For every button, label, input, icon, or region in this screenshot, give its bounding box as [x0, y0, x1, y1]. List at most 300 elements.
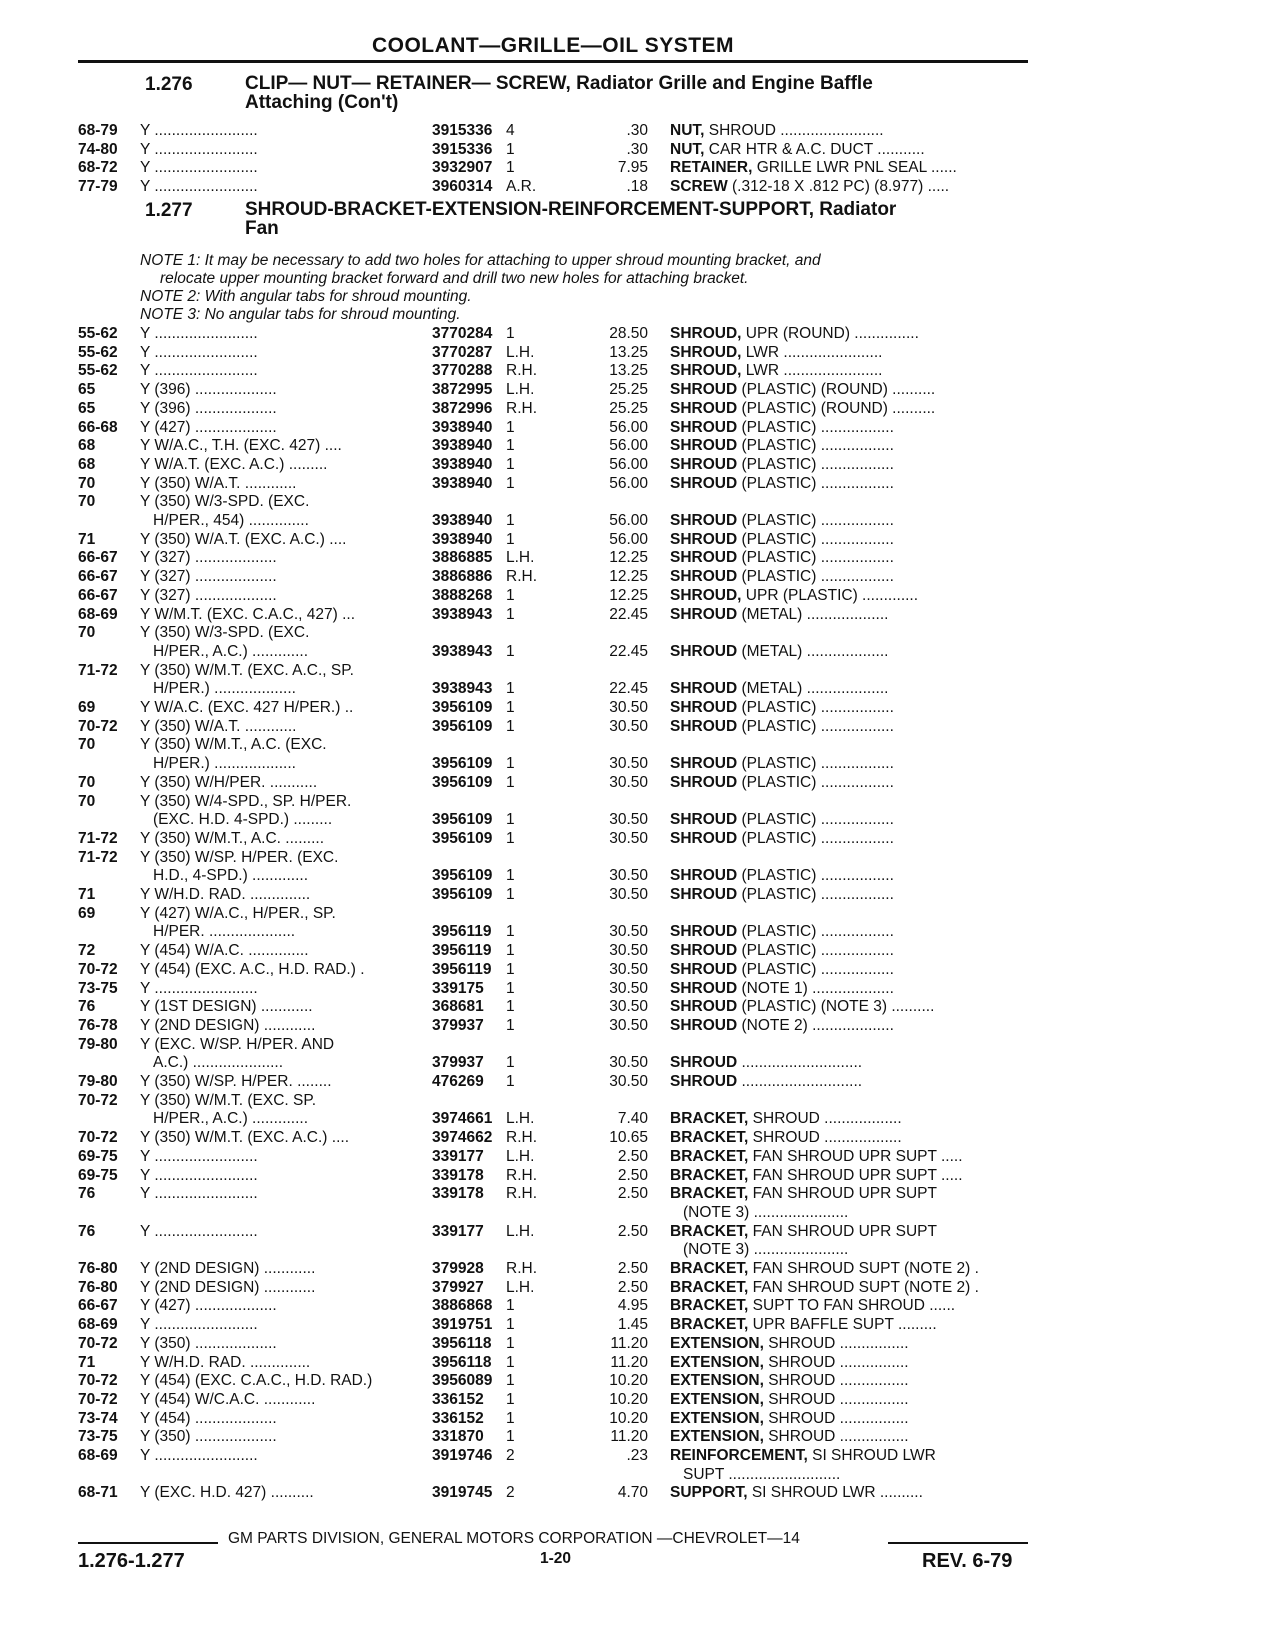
application: Y (350) W/M.T. (EXC. A.C.) .... — [140, 1129, 350, 1147]
section-number: 1.277 — [145, 200, 193, 221]
description-text: SHROUD ................ — [763, 1372, 909, 1390]
table-row — [0, 998, 1280, 1017]
price: 30.50 — [609, 1016, 648, 1034]
section-notes — [140, 252, 1040, 324]
part-number: 379927 — [432, 1278, 484, 1296]
price: 11.20 — [610, 1353, 648, 1371]
application: Y (454) W/A.C. .............. — [140, 942, 309, 960]
table-row — [0, 1297, 1280, 1316]
description-keyword: SHROUD — [670, 979, 738, 997]
description — [670, 980, 1035, 999]
description — [670, 381, 1035, 400]
description-text: (PLASTIC) (ROUND) .......... — [737, 381, 936, 399]
application: Y (350) W/A.T. (EXC. A.C.) .... — [140, 530, 347, 548]
description — [670, 755, 1035, 774]
description — [670, 1447, 1035, 1466]
quantity: 1 — [506, 923, 515, 941]
application: Y W/H.D. RAD. .............. — [140, 886, 311, 903]
table-row — [0, 1110, 1280, 1129]
price: 2.50 — [617, 1185, 648, 1203]
model-years: 70 — [78, 773, 96, 791]
quantity: L.H. — [506, 549, 535, 567]
description-keyword: SHROUD — [670, 568, 738, 586]
section-title: CLIP— NUT— RETAINER— SCREW, Radiator Grille and Engine Baffle Attaching (Con't) — [245, 73, 873, 113]
description — [670, 344, 1035, 363]
description-text: (PLASTIC) ................. — [737, 568, 894, 586]
description-keyword: SHROUD — [670, 549, 738, 567]
model-years: 70 — [78, 624, 96, 642]
quantity: 1 — [506, 942, 515, 960]
quantity: 1 — [506, 717, 515, 735]
description-keyword: SHROUD — [670, 755, 738, 773]
description — [670, 1017, 1035, 1036]
quantity: 1 — [506, 418, 515, 436]
application: Y (350) ................... — [140, 1428, 277, 1446]
quantity: 1 — [506, 1372, 515, 1390]
price: 28.50 — [609, 325, 648, 342]
table-row — [0, 1073, 1280, 1092]
description-text: UPR (PLASTIC) ............. — [741, 586, 919, 604]
table-row — [0, 1148, 1280, 1167]
price: 30.50 — [609, 1073, 648, 1090]
quantity: 1 — [506, 474, 515, 492]
application: Y ........................ — [140, 979, 258, 997]
part-number: 3938940 — [432, 418, 493, 436]
price: 10.20 — [609, 1372, 648, 1390]
table-row — [0, 531, 1280, 550]
price: 2.50 — [617, 1166, 648, 1184]
price: 2.50 — [617, 1222, 648, 1240]
model-years: 76-78 — [78, 1016, 118, 1034]
quantity: 1 — [506, 1073, 515, 1090]
description-text: (PLASTIC) ................. — [737, 418, 894, 436]
part-number: 3956118 — [432, 1334, 492, 1352]
part-number: 3956119 — [432, 923, 492, 941]
table-row — [0, 475, 1280, 494]
table-row — [0, 1335, 1280, 1354]
model-years: 76-80 — [78, 1278, 118, 1296]
part-number: 3956118 — [432, 1353, 492, 1371]
price: 13.25 — [609, 343, 648, 361]
description — [670, 1335, 1035, 1354]
description — [670, 774, 1035, 793]
price: .30 — [626, 122, 648, 139]
price: 30.50 — [609, 867, 648, 885]
page-title: COOLANT—GRILLE—OIL SYSTEM — [371, 34, 735, 57]
quantity: L.H. — [506, 381, 535, 399]
quantity: 1 — [506, 159, 515, 177]
description — [670, 362, 1035, 381]
model-years: 65 — [78, 399, 96, 417]
application: H/PER. .................... — [153, 923, 296, 941]
description-text: SHROUD ................ — [763, 1334, 909, 1352]
description-text: SHROUD ........................ — [704, 122, 884, 139]
price: 30.50 — [609, 998, 648, 1016]
model-years: 70 — [78, 474, 96, 492]
price: 30.50 — [609, 960, 648, 978]
table-row — [0, 456, 1280, 475]
quantity: R.H. — [506, 399, 537, 417]
part-number: 3915336 — [432, 140, 493, 158]
application: Y (350) W/SP. H/PER. ........ — [140, 1073, 332, 1090]
description-text: (PLASTIC) ................. — [737, 549, 894, 567]
application: Y ........................ — [140, 343, 258, 361]
table-row — [0, 811, 1280, 830]
price: 4.95 — [617, 1297, 648, 1315]
description-text: LWR ....................... — [741, 362, 883, 380]
description — [670, 325, 1035, 344]
part-number: 3872996 — [432, 399, 493, 417]
table-row — [0, 736, 1280, 755]
description-keyword: SHROUD — [670, 1073, 738, 1090]
price: 2.50 — [617, 1278, 648, 1296]
part-number: 331870 — [432, 1428, 484, 1446]
price: 30.50 — [609, 829, 648, 847]
price: 30.50 — [609, 942, 648, 960]
model-years: 72 — [78, 942, 96, 960]
part-number: 3960314 — [432, 178, 493, 196]
price: .23 — [626, 1447, 648, 1464]
quantity: 1 — [506, 642, 515, 660]
quantity: 1 — [506, 1428, 515, 1446]
table-row — [0, 1484, 1280, 1503]
part-number: 3956119 — [432, 960, 492, 978]
model-years: 66-67 — [78, 549, 118, 567]
table-row — [0, 1167, 1280, 1186]
part-number: 3938943 — [432, 642, 493, 660]
table-row — [0, 867, 1280, 886]
description — [670, 1279, 1035, 1298]
description-text: SHROUD .................. — [748, 1110, 902, 1128]
description-text: FAN SHROUD UPR SUPT ..... — [748, 1147, 963, 1165]
part-number: 3938940 — [432, 530, 493, 548]
application: Y (350) W/M.T. (EXC. SP. — [140, 1091, 317, 1109]
table-row — [0, 624, 1280, 643]
description-text: (PLASTIC) ................. — [737, 455, 894, 473]
model-years: 70-72 — [78, 1091, 118, 1109]
application: H/PER.) ................... — [153, 680, 296, 698]
model-years: 69-75 — [78, 1147, 118, 1165]
description-text: LWR ....................... — [741, 343, 883, 361]
quantity: 1 — [506, 1409, 515, 1427]
description-keyword: SHROUD, — [670, 362, 742, 380]
price: 30.50 — [609, 699, 648, 716]
footer-publisher: GM PARTS DIVISION, GENERAL MOTORS CORPORATION —CHEVROLET—14 — [228, 1530, 800, 1547]
description-text: (PLASTIC) ................. — [737, 437, 894, 455]
price: 30.50 — [609, 773, 648, 791]
application: Y ........................ — [140, 159, 258, 177]
description-text: (NOTE 3) ...................... — [683, 1241, 849, 1259]
description — [670, 1466, 1048, 1485]
quantity: 4 — [506, 122, 515, 139]
application: Y (2ND DESIGN) ............ — [140, 1278, 316, 1296]
model-years: 77-79 — [78, 178, 118, 196]
table-row — [0, 587, 1280, 606]
application: Y (427) ................... — [140, 1297, 277, 1315]
description — [670, 961, 1035, 980]
description-text: FAN SHROUD UPR SUPT — [748, 1185, 937, 1203]
table-row — [0, 493, 1280, 512]
description-text: (METAL) ................... — [737, 605, 889, 623]
model-years: 71-72 — [78, 848, 118, 866]
part-number: 3938943 — [432, 680, 493, 698]
quantity: 1 — [506, 605, 515, 623]
quantity: 1 — [506, 512, 515, 529]
price: 13.25 — [609, 362, 648, 380]
model-years: 71-72 — [78, 661, 118, 679]
table-row — [0, 886, 1280, 905]
price: 2.50 — [617, 1260, 648, 1277]
description-keyword: SHROUD — [670, 530, 738, 548]
description — [670, 159, 1035, 178]
table-row — [0, 141, 1280, 160]
description — [670, 549, 1035, 568]
part-number: 3915336 — [432, 122, 493, 139]
quantity: 1 — [506, 960, 515, 978]
table-row — [0, 1410, 1280, 1429]
description — [670, 811, 1035, 830]
model-years: 73-75 — [78, 979, 118, 997]
table-row — [0, 400, 1280, 419]
application: A.C.) ..................... — [153, 1054, 284, 1072]
description-text: ............................ — [737, 1073, 863, 1090]
description-text: (PLASTIC) ................. — [737, 474, 894, 492]
table-row — [0, 1204, 1280, 1223]
part-number: 336152 — [432, 1390, 484, 1408]
part-number: 3956109 — [432, 886, 493, 903]
model-years: 70-72 — [78, 1129, 118, 1147]
model-years: 76-80 — [78, 1260, 118, 1277]
quantity: 1 — [506, 998, 515, 1016]
part-number: 3919746 — [432, 1447, 493, 1464]
description-text: FAN SHROUD UPR SUPT ..... — [748, 1166, 963, 1184]
description — [670, 699, 1035, 718]
description-text: (METAL) ................... — [737, 642, 889, 660]
description — [670, 718, 1035, 737]
description — [670, 419, 1035, 438]
part-number: 3956109 — [432, 699, 493, 716]
price: 56.00 — [609, 474, 648, 492]
description-keyword: SHROUD — [670, 717, 738, 735]
quantity: 1 — [506, 140, 515, 158]
table-row — [0, 549, 1280, 568]
application: Y (1ST DESIGN) ............ — [140, 998, 313, 1016]
application: Y W/A.C., T.H. (EXC. 427) .... — [140, 437, 342, 455]
application: Y ........................ — [140, 122, 258, 139]
model-years: 66-67 — [78, 586, 118, 604]
description-text: SHROUD .................. — [748, 1129, 902, 1147]
description — [670, 512, 1035, 531]
description — [670, 141, 1035, 160]
application: H/PER., A.C.) ............. — [153, 642, 309, 660]
quantity: 1 — [506, 755, 515, 773]
application: Y ........................ — [140, 1185, 258, 1203]
table-row — [0, 1223, 1280, 1242]
quantity: R.H. — [506, 1185, 537, 1203]
quantity: 1 — [506, 886, 515, 903]
application: Y (350) ................... — [140, 1334, 277, 1352]
description-keyword: SHROUD — [670, 829, 738, 847]
description-text: UPR BAFFLE SUPT ......... — [748, 1316, 937, 1334]
table-row — [0, 755, 1280, 774]
quantity: L.H. — [506, 1278, 535, 1296]
price: 7.95 — [617, 159, 648, 177]
application: Y (350) W/H/PER. ........... — [140, 773, 318, 791]
table-row — [0, 178, 1280, 197]
part-number: 368681 — [432, 998, 484, 1016]
table-row — [0, 1354, 1280, 1373]
description-keyword: REINFORCEMENT, — [670, 1447, 808, 1464]
quantity: R.H. — [506, 568, 537, 586]
description-text: SUPT .......................... — [683, 1465, 841, 1483]
price: 30.50 — [609, 923, 648, 941]
price: 10.20 — [609, 1409, 648, 1427]
part-number: 339177 — [432, 1222, 484, 1240]
quantity: 1 — [506, 699, 515, 716]
quantity: R.H. — [506, 1166, 537, 1184]
table-row — [0, 1241, 1280, 1260]
model-years: 68-72 — [78, 159, 118, 177]
table-row — [0, 419, 1280, 438]
table-row — [0, 606, 1280, 625]
description-keyword: BRACKET, — [670, 1260, 749, 1277]
application: Y (427) W/A.C., H/PER., SP. — [140, 904, 336, 922]
application: Y (2ND DESIGN) ............ — [140, 1260, 316, 1277]
description-keyword: BRACKET, — [670, 1297, 749, 1315]
price: 30.50 — [609, 886, 648, 903]
application: Y (454) (EXC. C.A.C., H.D. RAD.) — [140, 1372, 373, 1390]
description-keyword: SHROUD — [670, 699, 738, 716]
description — [670, 1185, 1035, 1204]
quantity: 1 — [506, 437, 515, 455]
description-keyword: EXTENSION, — [670, 1409, 764, 1427]
application: Y (454) ................... — [140, 1409, 277, 1427]
model-years: 70-72 — [78, 1334, 118, 1352]
table-row — [0, 1017, 1280, 1036]
description-keyword: NUT, — [670, 122, 705, 139]
model-years: 55-62 — [78, 325, 118, 342]
description-keyword: SHROUD — [670, 381, 738, 399]
table-row — [0, 1316, 1280, 1335]
model-years: 71 — [78, 1353, 96, 1371]
part-number: 3886868 — [432, 1297, 493, 1315]
application: Y (350) W/SP. H/PER. (EXC. — [140, 848, 339, 866]
description-text: (NOTE 2) ................... — [737, 1016, 894, 1034]
description-text: SHROUD ................ — [763, 1353, 909, 1371]
description-text: SUPT TO FAN SHROUD ...... — [748, 1297, 956, 1315]
description — [670, 178, 1035, 197]
part-number: 3938940 — [432, 512, 493, 529]
footer-revision: REV. 6-79 — [922, 1550, 1013, 1572]
description-text: SHROUD ................ — [763, 1390, 909, 1408]
model-years: 73-75 — [78, 1428, 118, 1446]
description-text: FAN SHROUD SUPT (NOTE 2) . — [748, 1260, 979, 1277]
part-number: 3974662 — [432, 1129, 493, 1147]
application: Y (350) W/3-SPD. (EXC. — [140, 624, 310, 642]
price: 11.20 — [610, 1334, 648, 1352]
part-number: 3956109 — [432, 717, 493, 735]
table-row — [0, 344, 1280, 363]
note-line: relocate upper mounting bracket forward and drill two new holes for attaching bracket. — [160, 270, 749, 287]
table-row — [0, 1391, 1280, 1410]
application: H/PER.) ................... — [153, 755, 296, 773]
description-text: (METAL) ................... — [737, 680, 889, 698]
price: .18 — [626, 178, 648, 196]
description-keyword: SHROUD — [670, 960, 738, 978]
price: .30 — [626, 140, 648, 158]
description-keyword: SHROUD — [670, 811, 738, 829]
table-row — [0, 437, 1280, 456]
description — [670, 1484, 1035, 1503]
description-text: (PLASTIC) ................. — [737, 717, 894, 735]
application: Y (327) ................... — [140, 568, 277, 586]
table-row — [0, 980, 1280, 999]
description-keyword: SHROUD — [670, 1016, 738, 1034]
description — [670, 568, 1035, 587]
description-keyword: SHROUD — [670, 773, 738, 791]
description — [670, 1241, 1048, 1260]
description-keyword: SHROUD — [670, 642, 738, 660]
description-text: UPR (ROUND) ............... — [741, 325, 919, 342]
description-text: (PLASTIC) ................. — [737, 512, 894, 529]
description — [670, 1204, 1048, 1223]
quantity: 1 — [506, 586, 515, 604]
quantity: 1 — [506, 979, 515, 997]
description-keyword: EXTENSION, — [670, 1353, 764, 1371]
part-number: 339177 — [432, 1147, 484, 1165]
application: Y ........................ — [140, 1166, 258, 1184]
table-row — [0, 159, 1280, 178]
table-row — [0, 1054, 1280, 1073]
description-text: SHROUD ................ — [763, 1409, 909, 1427]
application: Y ........................ — [140, 140, 258, 158]
price: 25.25 — [609, 381, 648, 399]
price: 30.50 — [609, 979, 648, 997]
table-row — [0, 1428, 1280, 1447]
part-number: 3770288 — [432, 362, 493, 380]
table-row — [0, 1036, 1280, 1055]
description — [670, 1073, 1035, 1092]
description-text: SI SHROUD LWR .......... — [747, 1484, 923, 1502]
quantity: 1 — [506, 1353, 515, 1371]
model-years: 65 — [78, 381, 96, 399]
description-keyword: BRACKET, — [670, 1166, 749, 1184]
application: Y (350) W/M.T. (EXC. A.C., SP. — [140, 661, 354, 679]
quantity: L.H. — [506, 1110, 535, 1128]
description-keyword: SUPPORT, — [670, 1484, 748, 1502]
section-title: SHROUD-BRACKET-EXTENSION-REINFORCEMENT-SUPPORT, Radiator Fan — [245, 199, 897, 239]
model-years: 55-62 — [78, 343, 118, 361]
table-row — [0, 381, 1280, 400]
footer-section-range: 1.276-1.277 — [78, 1550, 185, 1572]
quantity: 1 — [506, 867, 515, 885]
description — [670, 1428, 1035, 1447]
part-number: 3886885 — [432, 549, 493, 567]
description-text: CAR HTR & A.C. DUCT ........... — [704, 140, 925, 158]
quantity: R.H. — [506, 1129, 537, 1147]
description-text: (PLASTIC) ................. — [737, 829, 894, 847]
description-keyword: SHROUD — [670, 437, 738, 455]
part-number: 379937 — [432, 1054, 484, 1072]
model-years: 68-69 — [78, 1447, 118, 1464]
application: Y ........................ — [140, 1316, 258, 1334]
model-years: 76 — [78, 1222, 96, 1240]
price: 56.00 — [609, 418, 648, 436]
quantity: 2 — [506, 1447, 515, 1464]
application: Y W/M.T. (EXC. C.A.C., 427) ... — [140, 605, 356, 623]
description — [670, 1054, 1035, 1073]
price: 56.00 — [609, 530, 648, 548]
